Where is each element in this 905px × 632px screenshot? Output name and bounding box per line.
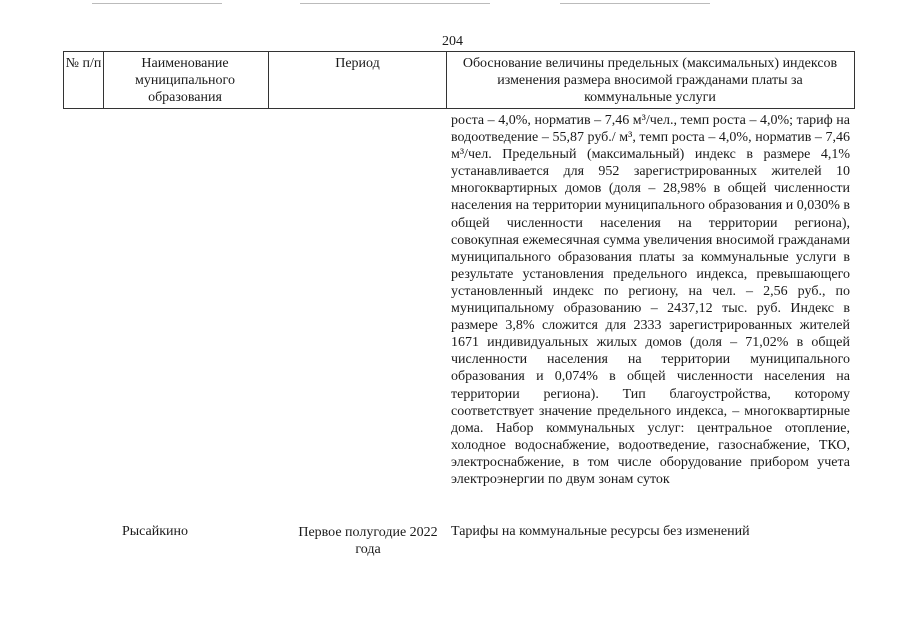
header-name: Наименование муниципального образования — [135, 56, 235, 105]
justification-cell: Тарифы на коммунальные ресурсы без изменений — [451, 524, 750, 539]
justification-text-continued: роста – 4,0%, норматив – 7,46 м³/чел., темп роста – 4,0%; тариф на водоотведение – 55,87 руб./ м³, темп роста – 4,0%, норматив – 7,46 м³/чел. Предельный (максимальный) индекс в размере 4,1% устанавливается для 952 зарегистрированных жителей 10 многоквартирных домов (доля – 28,98% в общей численности населения на территории муниципального образования и 0,030% в общей численности населения на территории региона), совокупная ежемесячная сумма увеличения вносимой гражданами муниципального образования платы за коммунальные услуги в результате установления предельного индекса, превышающего установленный индекс по региону, на чел. – 2,56 руб., по муниципальному образованию – 2437,12 тыс. руб. Индекс в размере 3,8% сложится для 2333 зарегистрированных жителей 1671 индивидуальных жилых домов (доля – 71,02% в общей численности населения на территории муниципального образования и 0,074% в общей численности населения на территории региона). Тип благоустройства, которому соответствует значение предельного индекса, – многоквартирные дома. Набор коммунальных услуг: центральное отопление, холодное водоснабжение, водоотведение, газоснабжение, ТКО, электроснабжение, в том числе оборудование прибором учета электроэнергии по двум зонам суток — [451, 113, 850, 487]
municipality-name: Рысайкино — [121, 524, 189, 539]
page-number: 204 — [442, 34, 463, 49]
scan-edge-line — [92, 3, 222, 4]
header-num: № п/п — [65, 56, 102, 71]
column-divider — [103, 51, 104, 109]
header-top-border — [63, 51, 855, 52]
column-divider — [446, 51, 447, 109]
column-divider — [854, 51, 855, 109]
header-period: Период — [335, 56, 380, 71]
header-bottom-border — [63, 108, 855, 109]
scan-edge-line — [560, 3, 710, 4]
period-cell: Первое полугодие 2022 года — [298, 525, 438, 557]
scan-edge-line — [300, 3, 490, 4]
header-justification: Обоснование величины предельных (максимальных) индексов изменения размера вносимой гражданами платы за коммунальные услуги — [462, 56, 838, 105]
